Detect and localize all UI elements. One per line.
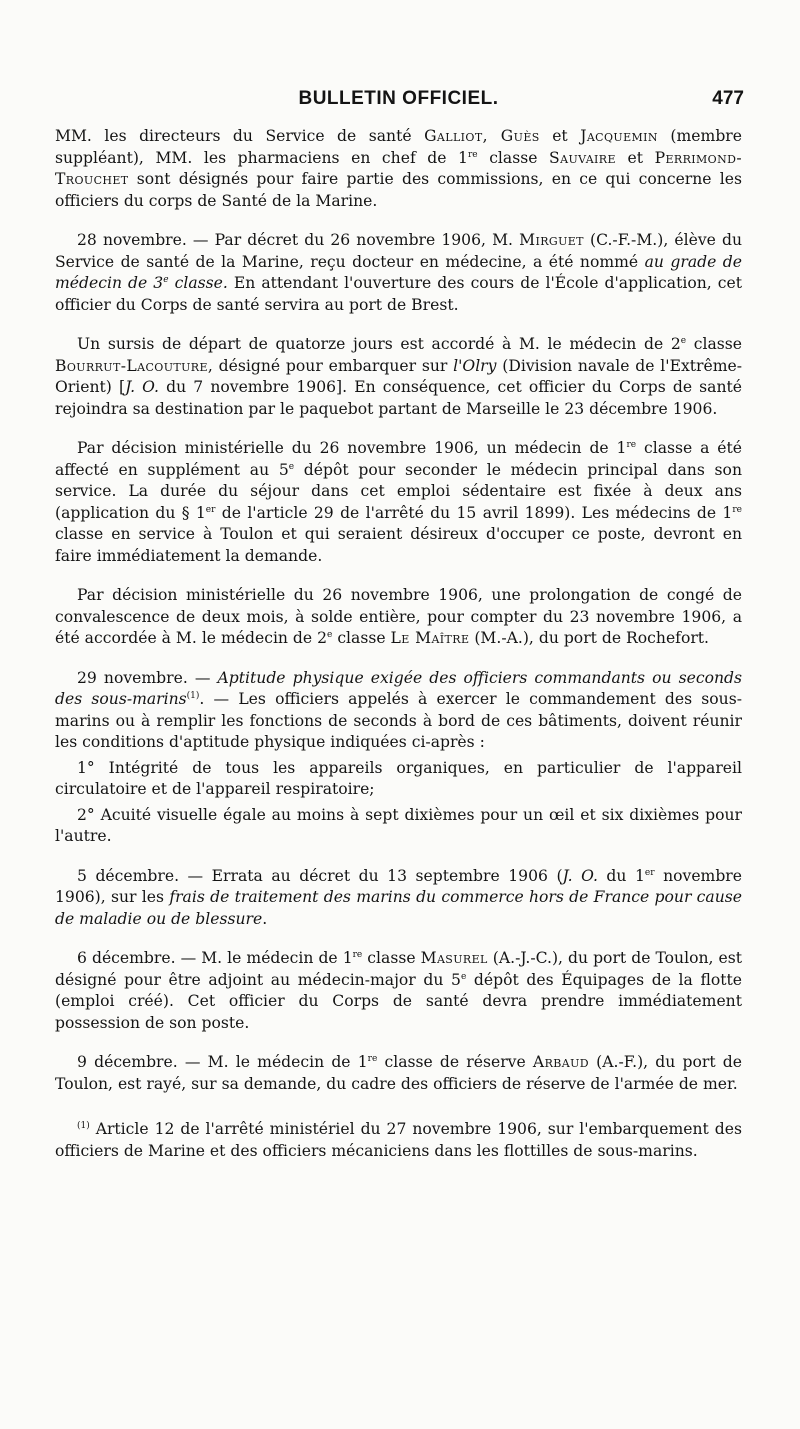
- body-text: [55, 126, 742, 1095]
- footnote-mark: (1): [77, 1120, 90, 1131]
- running-header: [55, 0, 742, 126]
- page-number: 477: [712, 88, 744, 109]
- list-item: 2° Acuité visuelle égale au moins à sept dixièmes pour un œil et six dixièmes pour l'autre.: [55, 805, 742, 845]
- paragraph-commissions: MM. les directeurs du Service de santé Galliot, Guès et Jacquemin (membre suppléant), MM. les pharmaciens en chef de 1re classe Sauvaire et Perrimond-Trouchet sont désignés pour faire partie des commissions, en ce qui concerne les officiers du corps de Santé de la Marine.: [55, 127, 742, 210]
- paragraph-9-decembre: 9 décembre. — M. le médecin de 1re classe de réserve Arbaud (A.-F.), du port de Toulon, est rayé, sur sa demande, du cadre des officiers de réserve de l'armée de mer.: [55, 1053, 742, 1093]
- list-item: 1° Intégrité de tous les appareils organiques, en particulier de l'appareil circulatoire et de l'appareil respiratoire;: [55, 758, 742, 798]
- footnote-reference[interactable]: (1): [186, 690, 200, 701]
- paragraph-6-decembre: 6 décembre. — M. le médecin de 1re classe Masurel (A.-J.-C.), du port de Toulon, est désigné pour être adjoint au médecin-major du 5e dépôt des Équipages de la flotte (emploi créé). Cet officier du Corps de santé devra prendre immédiatement possession de son poste.: [55, 949, 742, 1032]
- paragraph-29-novembre: 29 novembre. — Aptitude physique exigée des officiers commandants ou seconds des sous-marins$^{(1)}$. — Les officiers appelés à exercer le commandement des sous-marins ou à remplir les fonctions de seconds à bord de ces bâtiments, doivent réunir les conditions d'aptitude physique indiquées ci-après :: [55, 668, 742, 751]
- paragraph-sursis-depart: Un sursis de départ de quatorze jours est accordé à M. le médecin de 2e classe Bourrut-Lacouture, désigné pour embarquer sur l'Olry (Division navale de l'Extrême-Orient) [J. O. du 7 novembre 1906]. En conséquence, cet officier du Corps de santé rejoindra sa destination par le paquebot partant de Marseille le 23 décembre 1906.: [55, 335, 743, 418]
- page-title: BULLETIN OFFICIEL.: [298, 88, 499, 109]
- paragraph-28-novembre: 28 novembre. — Par décret du 26 novembre 1906, M. Mirguet (C.-F.-M.), élève du Service de santé de la Marine, reçu docteur en médecine, a été nommé au grade de médecin de 3e classe. En attendant l'ouverture des cours de l'École d'application, cet officier du Corps de santé servira au port de Brest.: [55, 231, 742, 314]
- footnote-text: Article 12 de l'arrêté ministériel du 27 novembre 1906, sur l'embarquement des officiers de Marine et des officiers mécaniciens dans les flottilles de sous-marins.: [55, 1120, 742, 1160]
- paragraph-5-decembre: 5 décembre. — Errata au décret du 13 septembre 1906 (J. O. du 1er novembre 1906), sur les frais de traitement des marins du commerce hors de France pour cause de maladie ou de blessure.: [55, 866, 742, 928]
- paragraph-decision-prolongation: Par décision ministérielle du 26 novembre 1906, une prolongation de congé de convalescence de deux mois, à solde entière, pour compter du 23 novembre 1906, a été accordée à M. le médecin de 2e classe Le Maître (M.-A.), du port de Rochefort.: [55, 586, 742, 647]
- footnote: [55, 1119, 742, 1162]
- paragraph-decision-affectation: Par décision ministérielle du 26 novembre 1906, un médecin de 1re classe a été affecté en supplément au 5e dépôt pour seconder le médecin principal dans son service. La durée du séjour dans cet emploi sédentaire est fixée à deux ans (application du § 1er de l'article 29 de l'arrêté du 15 avril 1899). Les médecins de 1re classe en service à Toulon et qui seraient désireux d'occuper ce poste, devront en faire immédiatement la demande.: [55, 439, 742, 565]
